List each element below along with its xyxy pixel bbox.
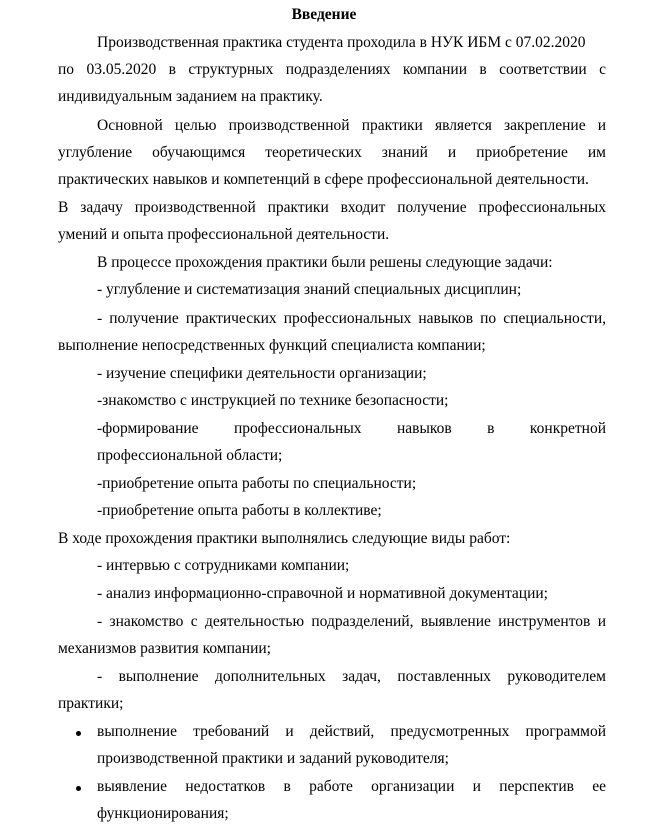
paragraph-line: умений и опыта профессиональной деятельности. xyxy=(58,226,390,243)
bullet-icon xyxy=(76,786,81,791)
bullet-item: выявление недостатков в работе организации и перспектив ее xyxy=(97,778,606,795)
list-item-continuation: практики; xyxy=(58,695,124,712)
list-item: -приобретение опыта работы в коллективе; xyxy=(97,502,382,519)
list-item: -знакомство с инструкцией по технике безопасности; xyxy=(97,392,449,409)
list-item: -приобретение опыта работы по специальности; xyxy=(97,475,417,492)
paragraph-line: углубление обучающимся теоретических знаний и приобретение им xyxy=(58,144,606,161)
list-item-continuation: профессиональной области; xyxy=(97,447,283,464)
works-intro: В ходе прохождения практики выполнялись следующие виды работ: xyxy=(58,530,511,547)
bullet-item-continuation: функционирования; xyxy=(97,805,229,822)
list-item: - интервью с сотрудниками компании; xyxy=(97,557,350,574)
bullet-item: выполнение требований и действий, предусмотренных программой xyxy=(97,723,606,740)
paragraph-line: по 03.05.2020 в структурных подразделениях компании в соответствии с xyxy=(58,61,606,78)
list-item: - углубление и систематизация знаний специальных дисциплин; xyxy=(97,281,522,298)
list-item: - получение практических профессиональных навыков по специальности, xyxy=(97,310,606,327)
list-item: - знакомство с деятельностью подразделений, выявление инструментов и xyxy=(97,613,606,630)
list-item: - выполнение дополнительных задач, поставленных руководителем xyxy=(97,668,606,685)
bullet-icon xyxy=(76,731,81,736)
paragraph-line: индивидуальным заданием на практику. xyxy=(58,88,323,105)
list-item-continuation: механизмов развития компании; xyxy=(58,640,271,657)
document-title: Введение xyxy=(291,6,357,23)
paragraph-line: В задачу производственной практики входит получение профессиональных xyxy=(58,199,606,216)
paragraph-line: Производственная практика студента проходила в НУК ИБМ с 07.02.2020 xyxy=(97,34,586,51)
tasks-intro: В процессе прохождения практики были решены следующие задачи: xyxy=(97,254,553,271)
paragraph-line: практических навыков и компетенций в сфере профессиональной деятельности. xyxy=(58,171,589,188)
list-item: - анализ информационно-справочной и нормативной документации; xyxy=(97,585,548,602)
paragraph-line: Основной целью производственной практики является закрепление и xyxy=(97,117,606,134)
list-item: - изучение специфики деятельности организации; xyxy=(97,365,427,382)
list-item-continuation: выполнение непосредственных функций специалиста компании; xyxy=(58,337,486,354)
bullet-item-continuation: производственной практики и заданий руководителя; xyxy=(97,750,449,767)
list-item: -формирование профессиональных навыков в конкретной xyxy=(97,420,606,437)
